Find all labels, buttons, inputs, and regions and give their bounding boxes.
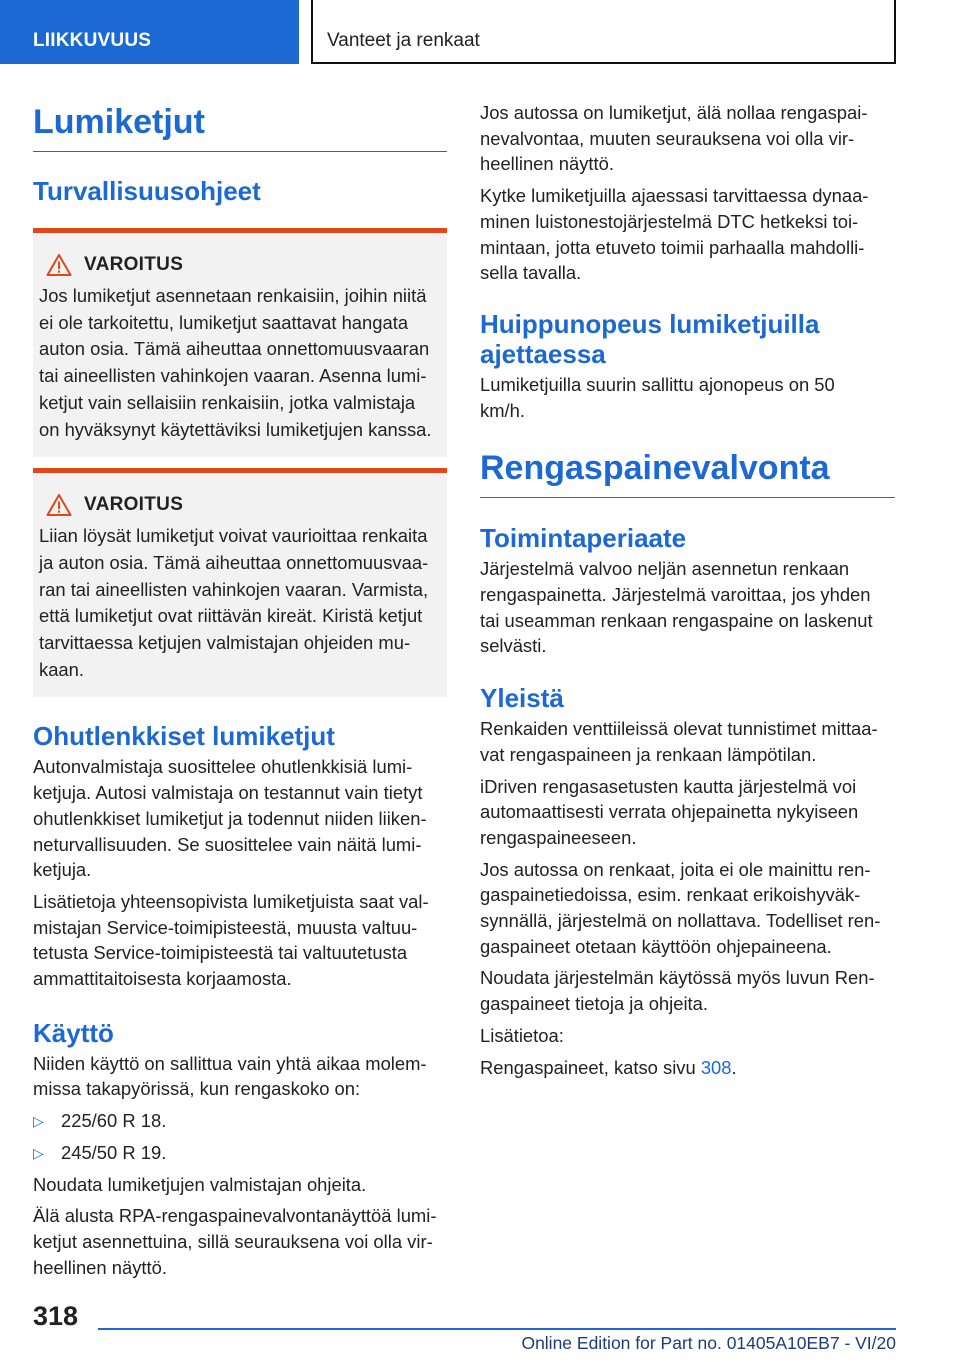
- warning-triangle-icon: [46, 493, 72, 517]
- paragraph: Noudata lumiketjujen valmistajan ohjeita.: [33, 1173, 367, 1195]
- bullet-triangle-icon: ▷: [33, 1144, 44, 1161]
- right-column: [480, 100, 895, 1086]
- section-label: LIIKKUVUUS: [33, 30, 152, 51]
- heading-principle: Toimintaperiaate: [480, 523, 687, 554]
- warning-box-1: [33, 228, 447, 457]
- warning-box-2: [33, 468, 447, 697]
- title-snow-chains: Lumiketjut: [33, 100, 447, 152]
- page-link[interactable]: 308: [700, 1056, 732, 1078]
- heading-safety: Turvallisuusohjeet: [33, 176, 261, 206]
- paragraph: Lumiketjuilla suurin sallittu ajonopeus on 50 km/h.: [480, 373, 835, 421]
- paragraph: Noudata järjestelmän käytössä myös luvun Ren-gaspaineet tietoja ja ohjeita.: [480, 967, 875, 1015]
- tire-size: 245/50 R 19.: [61, 1141, 167, 1163]
- heading-fine-link-chains: Ohutlenkkiset lumiketjut: [33, 721, 335, 752]
- list-item: [33, 1140, 447, 1166]
- left-column: [33, 100, 447, 1286]
- tire-size-list: [33, 1108, 447, 1165]
- warning-text: Jos lumiketjut asennetaan renkaisiin, joihin niitä ei ole tarkoitettu, lumiketjut saattavat hangata auton osia. Tämä aiheuttaa onnettomuusvaaran tai aineellisten vahinkojen vaaran. Asenna lumi-ketjut vain sellaisiin renkaisiin, jotka valmistaja on hyväksynyt käytettäviksi lumiketjujen kanssa.: [39, 285, 432, 440]
- paragraph: Jos autossa on renkaat, joita ei ole mainittu ren-gaspainetiedoissa, esim. renkaat erikoishyväk-synnällä, järjestelmä on nollattava. Todelliset ren-gaspaineet otetaan käyttöön ohjepaineena.: [480, 858, 881, 957]
- paragraph: Älä alusta RPA-rengaspainevalvontanäyttöä lumi-ketjut asennettuina, sillä seurauksena voi olla vir-heellinen näyttö.: [33, 1205, 437, 1278]
- heading-max-speed: Huippunopeus lumiketjuilla ajettaessa: [480, 308, 820, 369]
- paragraph: Järjestelmä valvoo neljän asennetun renkaan rengaspainetta. Järjestelmä varoittaa, jos yhden tai useamman renkaan rengaspaine on laskenut selvästi.: [480, 558, 873, 657]
- paragraph: Autonvalmistaja suosittelee ohutlenkkisiä lumi-ketjuja. Autosi valmistaja on testannut vain tietyt ohutlenkkiset lumiketjut ja todennut niiden liiken-neturvallisuuden. Se suosittelee vain näitä lumi-ketjuja.: [33, 756, 427, 881]
- page-number: 318: [33, 1301, 79, 1331]
- cross-reference: [480, 1055, 895, 1081]
- list-item: [33, 1108, 447, 1134]
- warning-header: [39, 253, 440, 277]
- footer-edition: Online Edition for Part no. 01405A10EB7 - VI/20: [521, 1333, 896, 1353]
- footer-divider: [98, 1328, 896, 1330]
- chapter-tab: [311, 0, 896, 64]
- bullet-triangle-icon: ▷: [33, 1113, 44, 1130]
- tire-size: 225/60 R 18.: [61, 1110, 167, 1132]
- chapter-label: Vanteet ja renkaat: [327, 30, 480, 51]
- warning-label: VAROITUS: [84, 494, 184, 516]
- warning-text: Liian löysät lumiketjut voivat vaurioittaa renkaita ja auton osia. Tämä aiheuttaa onnettomuusvaa-ran tai aineellisten vahinkojen vaaran. Varmista, että lumiketjut ovat riittävän kireät. Kiristä ketjut tarvittaessa ketjujen valmistajan ohjeiden mu-kaan.: [39, 525, 429, 680]
- title-tire-pressure-monitor: Rengaspainevalvonta: [480, 446, 895, 498]
- warning-label: VAROITUS: [84, 254, 184, 275]
- heading-usage: Käyttö: [33, 1017, 114, 1048]
- paragraph: Lisätietoja yhteensopivista lumiketjuista saat val-mistajan Service-toimipisteestä, muusta valtuu-tetusta Service-toimipisteestä tai valtuutetusta ammattitaitoisesta korjaamosta.: [33, 890, 429, 990]
- paragraph: Jos autossa on lumiketjut, älä nollaa rengaspai-nevalvontaa, muuten seurauksena voi olla vir-heellinen näyttö.: [480, 102, 868, 175]
- reference-end: .: [731, 1056, 737, 1078]
- section-tab: [0, 0, 299, 64]
- warning-header: [39, 493, 440, 517]
- warning-triangle-icon: [46, 253, 72, 277]
- paragraph: Renkaiden venttiileissä olevat tunnistimet mittaa-vat rengaspaineen ja renkaan lämpötilan.: [480, 718, 878, 765]
- paragraph: Kytke lumiketjuilla ajaessasi tarvittaessa dynaa-minen luistonestojärjestelmä DTC hetkeksi toi-mintaan, jotta etuveto toimii parhaalla mahdolli-sella tavalla.: [480, 185, 869, 284]
- paragraph: Niiden käyttö on sallittua vain yhtä aikaa molem-missa takapyörissä, kun rengaskoko on:: [33, 1052, 427, 1100]
- reference-text: Rengaspaineet, katso sivu: [480, 1056, 701, 1078]
- paragraph: iDriven rengasasetusten kautta järjestelmä voi automaattisesti verrata ohjepainetta nykyiseen rengaspaineeseen.: [480, 775, 859, 848]
- heading-general: Yleistä: [480, 683, 564, 714]
- paragraph: Lisätietoa:: [480, 1024, 564, 1046]
